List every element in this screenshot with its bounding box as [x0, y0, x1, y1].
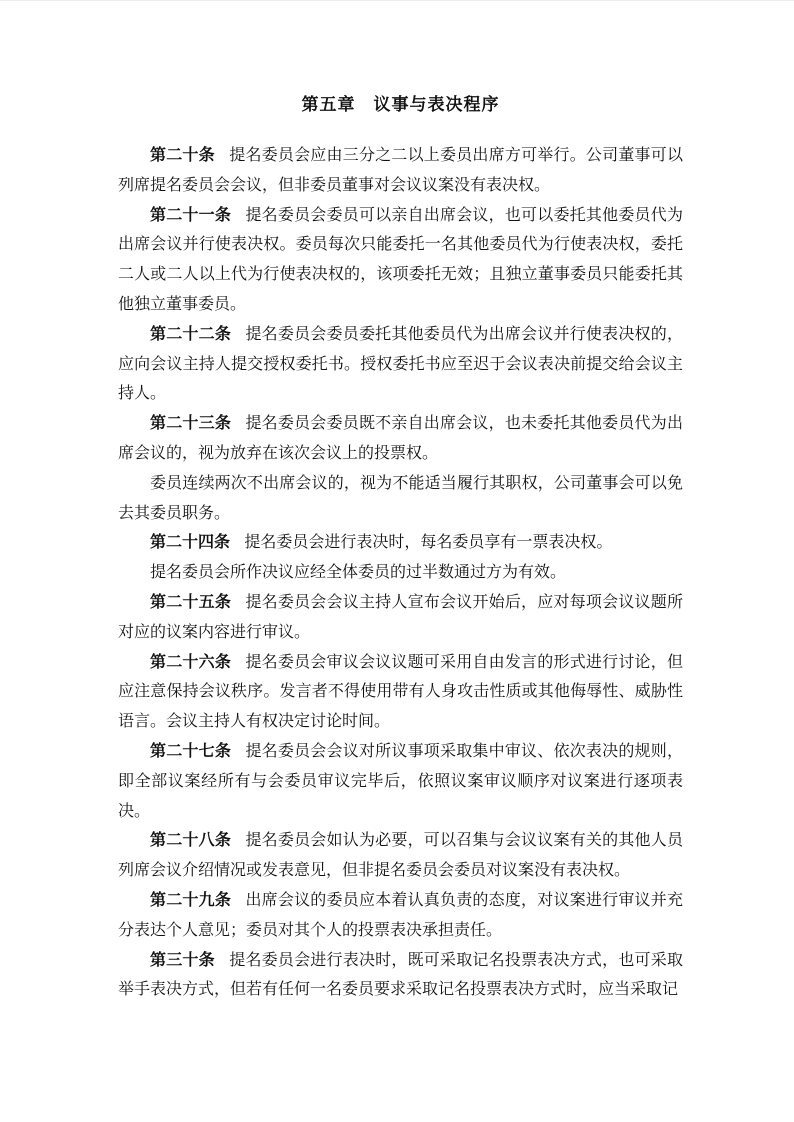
article-number: 第二十七条: [150, 742, 232, 760]
article-text: 提名委员会审议会议议题可采用自由发言的形式进行讨论，但应注意保持会议秩序。发言者不得使用带有人身攻击性质或其他侮辱性、威胁性语言。会议主持人有权决定讨论时间。: [118, 653, 683, 731]
article-paragraph: [118, 528, 683, 558]
article-paragraph: [118, 201, 683, 320]
article-text: 提名委员会所作决议应经全体委员的过半数通过方为有效。: [150, 564, 567, 582]
article-paragraph: [118, 826, 683, 886]
article-text: 提名委员会会议主持人宣布会议开始后，应对每项会议议题所对应的议案内容进行审议。: [118, 593, 683, 641]
article-number: 第二十三条: [150, 415, 232, 433]
article-paragraph: [118, 588, 683, 648]
article-text: 提名委员会进行表决时，既可采取记名投票表决方式，也可采取举手表决方式，但若有任何一名委员要求采取记名投票表决方式时，应当采取记: [118, 951, 683, 999]
article-continuation-paragraph: [118, 558, 683, 588]
article-number: 第二十六条: [150, 653, 232, 671]
article-text: 提名委员会应由三分之二以上委员出席方可举行。公司董事可以列席提名委员会会议，但非委员董事对会议议案没有表决权。: [118, 147, 683, 194]
article-number: 第三十条: [150, 951, 215, 969]
article-text: 提名委员会委员可以亲自出席会议，也可以委托其他委员代为出席会议并行使表决权。委员每次只能委托一名其他委员代为行使表决权，委托二人或二人以上代为行使表决权的，该项委托无效；且独立董事委员只能委托其他独立董事委员。: [118, 206, 683, 313]
article-number: 第二十四条: [150, 534, 231, 552]
article-paragraph: [118, 141, 683, 201]
article-paragraph: [118, 886, 683, 946]
chapter-title: 第五章 议事与表决程序: [301, 95, 500, 114]
article-continuation-paragraph: [118, 469, 683, 529]
article-number: 第二十九条: [150, 891, 232, 909]
article-paragraph: [118, 320, 683, 409]
article-number: 第二十五条: [150, 593, 232, 611]
article-text: 提名委员会委员既不亲自出席会议，也未委托其他委员代为出席会议的，视为放弃在该次会议上的投票权。: [118, 415, 683, 462]
article-paragraph: [118, 648, 683, 737]
article-text: 提名委员会进行表决时，每名委员享有一票表决权。: [244, 534, 613, 552]
article-number: 第二十条: [150, 147, 215, 164]
article-text: 提名委员会委员委托其他委员代为出席会议并行使表决权的，应向会议主持人提交授权委托书。授权委托书应至迟于会议表决前提交给会议主持人。: [118, 325, 683, 403]
article-text: 提名委员会如认为必要，可以召集与会议议案有关的其他人员列席会议介绍情况或发表意见，但非提名委员会委员对议案没有表决权。: [118, 832, 683, 880]
article-paragraph: [118, 409, 683, 469]
article-text: 出席会议的委员应本着认真负责的态度，对议案进行审议并充分表达个人意见；委员对其个人的投票表决承担责任。: [118, 891, 683, 939]
article-paragraph: [118, 946, 683, 1006]
article-number: 第二十一条: [150, 206, 232, 224]
article-number: 第二十八条: [150, 832, 232, 850]
article-paragraph: [118, 737, 683, 826]
article-text: 委员连续两次不出席会议的，视为不能适当履行其职权，公司董事会可以免去其委员职务。: [118, 474, 683, 522]
article-text: 提名委员会会议对所议事项采取集中审议、依次表决的规则，即全部议案经所有与会委员审议完毕后，依照议案审议顺序对议案进行逐项表决。: [118, 742, 683, 820]
article-number: 第二十二条: [150, 325, 232, 343]
